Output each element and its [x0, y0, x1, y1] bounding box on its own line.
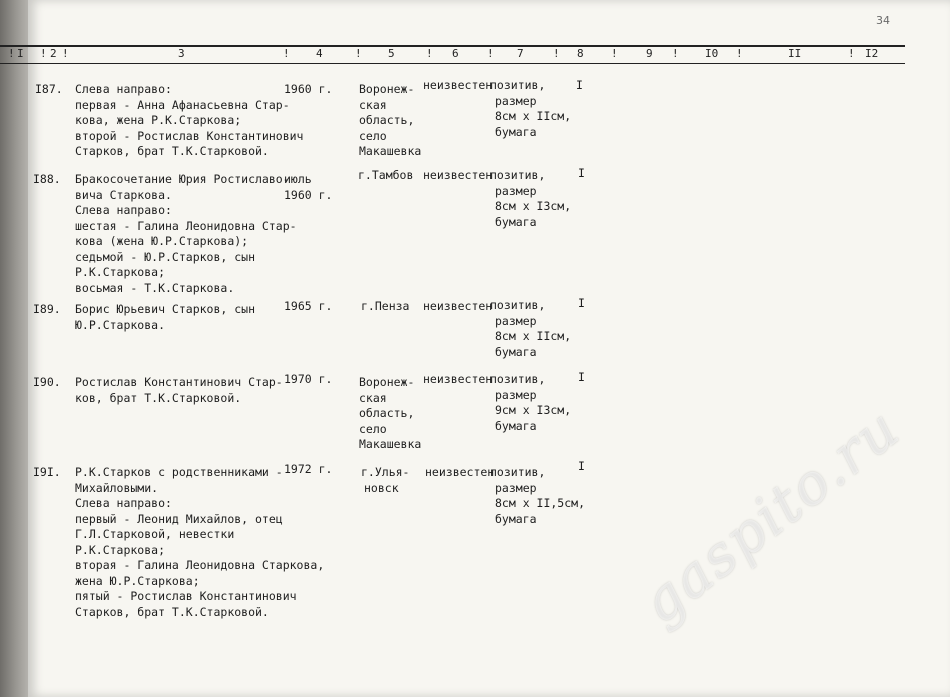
entry-date — [284, 82, 332, 98]
format-line: бумага — [495, 344, 537, 359]
format-line: 8см х II,5см, — [495, 496, 586, 510]
header-separator: ! — [355, 47, 362, 60]
entry-author: неизвестен — [423, 372, 493, 386]
entry-author: неизвестен — [423, 299, 493, 313]
description-line: первая - Анна Афанасьевна Стар- — [75, 97, 290, 112]
header-col-7: 7 — [517, 47, 524, 60]
format-line: позитив, — [490, 372, 546, 386]
entry-format — [490, 78, 571, 140]
header-col-10: I0 — [705, 47, 719, 60]
table-header — [0, 41, 950, 67]
description-line: Старков, брат Т.К.Старковой. — [75, 144, 269, 158]
entry-author: неизвестен — [425, 465, 495, 479]
entry-date — [284, 372, 332, 388]
entry-number: I90. — [33, 375, 61, 389]
entry-format — [490, 298, 571, 360]
description-line: Р.К.Старкова; — [75, 265, 166, 279]
format-line: размер — [495, 480, 537, 495]
entry-place — [361, 299, 409, 315]
format-line: позитив, — [490, 465, 546, 479]
place-line: новск — [364, 480, 399, 495]
place-line: ская — [359, 97, 387, 112]
entry-author: неизвестен — [423, 168, 493, 182]
date-line: 1965 г. — [284, 299, 333, 313]
entry-number: I87. — [35, 82, 63, 96]
format-line: размер — [495, 93, 537, 108]
description-line: Р.К.Старков с родственниками - — [75, 465, 283, 479]
description-line: ков, брат Т.К.Старковой. — [75, 390, 242, 405]
header-separator: ! — [8, 47, 15, 60]
header-separator: ! — [426, 47, 433, 60]
header-separator: ! — [487, 47, 494, 60]
header-separator: ! — [736, 47, 743, 60]
entry-description — [75, 302, 255, 333]
description-line: Слева направо: — [75, 496, 172, 510]
description-line: Борис Юрьевич Старков, сын — [75, 302, 256, 316]
entry-copies: I — [576, 78, 583, 92]
place-line: Макашевка — [359, 144, 422, 158]
place-line: Макашевка — [359, 437, 422, 451]
format-line: размер — [495, 387, 537, 402]
header-separator: ! — [62, 47, 69, 60]
entry-place — [359, 82, 421, 160]
description-line: первый - Леонид Михайлов, отец — [75, 511, 283, 526]
description-line: Р.К.Старкова; — [75, 542, 166, 557]
entry-date — [284, 299, 332, 315]
format-line: 9см х I3см, — [495, 403, 572, 417]
place-line: область, — [359, 113, 415, 127]
header-col-9: 9 — [646, 47, 653, 60]
place-line: Воронеж- — [359, 375, 415, 389]
description-line: Старков, брат Т.К.Старковой. — [75, 604, 269, 619]
format-line: бумага — [495, 124, 537, 139]
header-separator: ! — [611, 47, 618, 60]
header-separator: ! — [283, 47, 290, 60]
date-line: июль — [284, 172, 312, 186]
format-line: бумага — [495, 214, 537, 229]
place-line: г.Пенза — [361, 299, 410, 313]
description-line: Г.Л.Старковой, невестки — [75, 527, 235, 541]
entry-description — [75, 82, 303, 160]
entry-date — [284, 462, 332, 478]
entry-number: I88. — [33, 172, 61, 186]
date-line: 1960 г. — [284, 82, 333, 96]
description-line: кова (жена Ю.Р.Старкова); — [75, 234, 249, 248]
description-line: вича Старкова. — [75, 187, 172, 202]
entry-description — [75, 465, 324, 620]
header-separator: ! — [848, 47, 855, 60]
entry-place — [361, 465, 409, 496]
format-line: позитив, — [490, 298, 546, 312]
entry-format — [490, 372, 571, 434]
header-col-1: I — [17, 47, 24, 60]
format-line: позитив, — [490, 168, 546, 182]
watermark: gaspito.ru — [630, 395, 913, 637]
header-col-5: 5 — [388, 47, 395, 60]
description-line: восьмая - Т.К.Старкова. — [75, 280, 235, 295]
entry-number: I89. — [33, 302, 61, 316]
header-col-11: II — [788, 47, 802, 60]
header-col-4: 4 — [316, 47, 323, 60]
entry-description — [75, 172, 297, 296]
entry-place — [358, 168, 413, 184]
format-line: 8см х IIсм, — [495, 109, 572, 123]
description-line: шестая - Галина Леонидовна Стар- — [75, 218, 297, 233]
entry-copies: I — [578, 166, 585, 180]
place-line: ская — [359, 390, 387, 405]
header-col-3: 3 — [178, 47, 185, 60]
entry-description — [75, 375, 283, 406]
entry-author: неизвестен — [423, 78, 493, 92]
description-line: Ю.Р.Старкова. — [75, 317, 166, 332]
entry-copies: I — [578, 459, 585, 473]
format-line: 8см х IIсм, — [495, 329, 572, 343]
format-line: размер — [495, 313, 537, 328]
binder-edge — [0, 0, 30, 697]
description-line: кова, жена Р.К.Старкова; — [75, 113, 242, 127]
date-line: 1970 г. — [284, 372, 333, 386]
entry-number: I9I. — [33, 465, 61, 479]
date-line: 1972 г. — [284, 462, 333, 476]
header-rule-bottom — [0, 63, 905, 64]
entry-place — [359, 375, 421, 453]
description-line: Михайловыми. — [75, 480, 159, 495]
entry-format — [490, 465, 585, 527]
place-line: село — [359, 128, 387, 143]
place-line: г.Тамбов — [358, 168, 414, 182]
place-line: г.Улья- — [361, 465, 410, 479]
place-line: село — [359, 421, 387, 436]
description-line: второй - Ростислав Константинович — [75, 128, 304, 143]
header-col-12: I2 — [865, 47, 879, 60]
format-line: бумага — [495, 511, 537, 526]
format-line: 8см х I3см, — [495, 199, 572, 213]
description-line: Бракосочетание Юрия Ростиславо- — [75, 172, 290, 186]
entry-copies: I — [578, 370, 585, 384]
description-line: седьмой - Ю.Р.Старков, сын — [75, 249, 256, 264]
place-line: область, — [359, 406, 415, 420]
format-line: позитив, — [490, 78, 546, 92]
header-separator: ! — [672, 47, 679, 60]
description-line: Слева направо: — [75, 203, 172, 217]
header-col-2: 2 — [50, 47, 57, 60]
description-line: жена Ю.Р.Старкова; — [75, 573, 200, 588]
header-separator: ! — [553, 47, 560, 60]
format-line: бумага — [495, 418, 537, 433]
header-col-6: 6 — [452, 47, 459, 60]
description-line: Ростислав Константинович Стар- — [75, 375, 283, 389]
place-line: Воронеж- — [359, 82, 415, 96]
entry-copies: I — [578, 296, 585, 310]
header-separator: ! — [40, 47, 47, 60]
description-line: вторая - Галина Леонидовна Старкова, — [75, 558, 325, 572]
description-line: пятый - Ростислав Константинович — [75, 589, 297, 603]
format-line: размер — [495, 183, 537, 198]
entry-date — [284, 172, 332, 203]
entry-format — [490, 168, 571, 230]
description-line: Слева направо: — [75, 82, 172, 96]
header-col-8: 8 — [577, 47, 584, 60]
date-line: 1960 г. — [284, 187, 333, 202]
page-number: 34 — [876, 14, 890, 27]
